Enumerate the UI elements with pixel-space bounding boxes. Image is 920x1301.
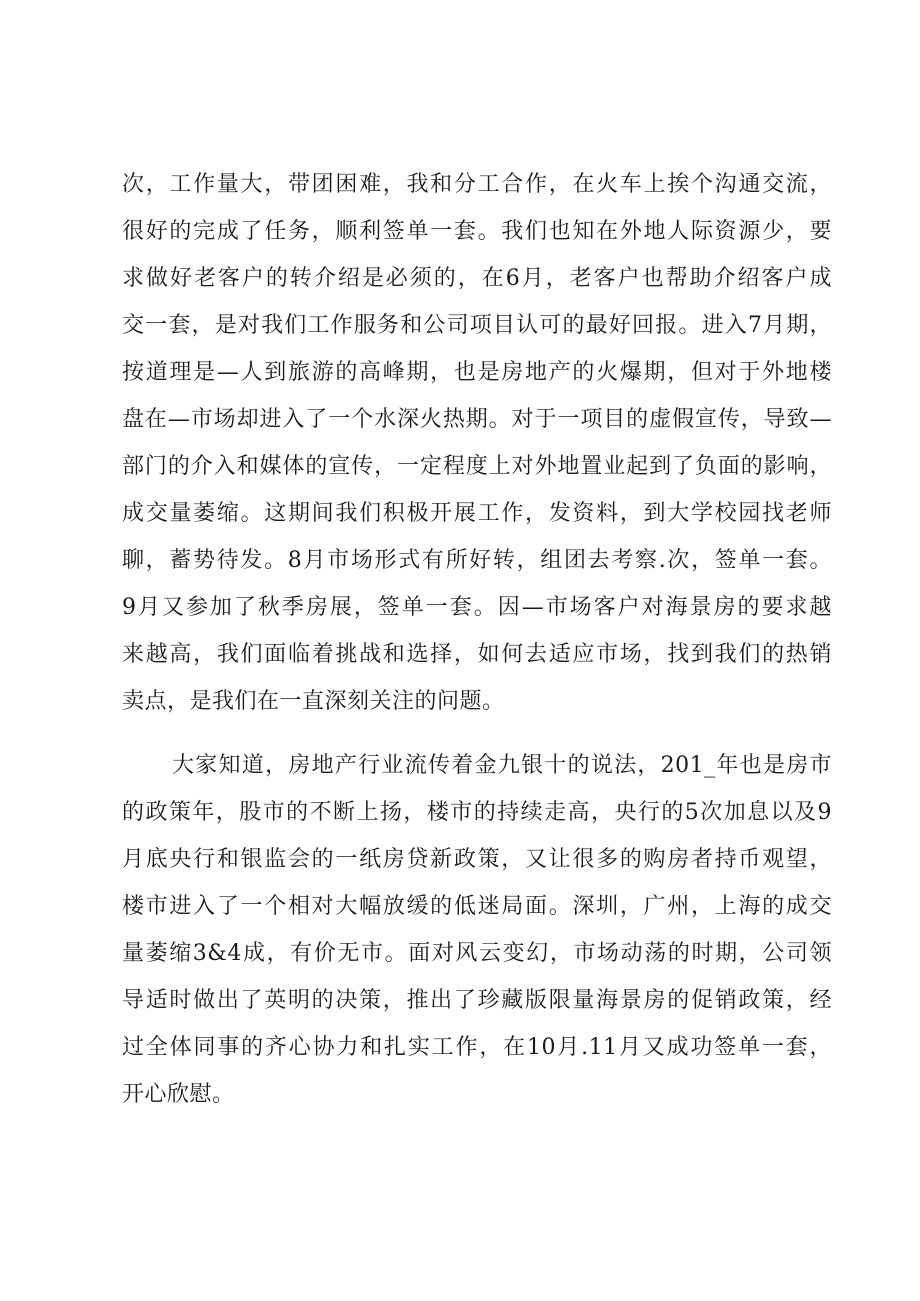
paragraph-1-line-4: 交一套，是对我们工作服务和公司项目认可的最好回报。进入7月期， bbox=[122, 313, 832, 338]
paragraph-2-line-3: 月底央行和银监会的一纸房贷新政策，又让很多的购房者持币观望， bbox=[122, 847, 832, 872]
paragraph-2-line-8: 开心欣慰。 bbox=[122, 1082, 235, 1107]
paragraph-1-line-1: 次，工作量大，带团困难，我和分工合作，在火车上挨个沟通交流， bbox=[122, 172, 832, 197]
paragraph-2-line-7: 过全体同事的齐心协力和扎实工作，在10月.11月又成功签单一套， bbox=[122, 1035, 832, 1060]
paragraph-2-line-4: 楼市进入了一个相对大幅放缓的低迷局面。深圳，广州，上海的成交 bbox=[122, 894, 832, 919]
paragraph-1-line-5: 按道理是—人到旅游的高峰期，也是房地产的火爆期，但对于外地楼 bbox=[122, 360, 832, 385]
paragraph-1-line-11: 来越高，我们面临着挑战和选择，如何去适应市场，找到我们的热销 bbox=[122, 642, 832, 667]
paragraph-2-line-1: 大家知道，房地产行业流传着金九银十的说法，201_年也是房市 bbox=[172, 753, 832, 778]
paragraph-1-line-12: 卖点，是我们在一直深刻关注的问题。 bbox=[122, 689, 505, 714]
paragraph-1-line-7: 部门的介入和媒体的宣传，一定程度上对外地置业起到了负面的影响， bbox=[122, 454, 832, 479]
paragraph-1-line-8: 成交量萎缩。这期间我们积极开展工作，发资料，到大学校园找老师 bbox=[122, 501, 832, 526]
paragraph-1-line-3: 求做好老客户的转介绍是必须的，在6月，老客户也帮助介绍客户成 bbox=[122, 266, 832, 291]
paragraph-1-line-9: 聊，蓄势待发。8月市场形式有所好转，组团去考察.次，签单一套。 bbox=[122, 548, 832, 573]
paragraph-2-line-5: 量萎缩3&4成，有价无市。面对风云变幻，市场动荡的时期，公司领 bbox=[122, 941, 832, 966]
paragraph-1-line-2: 很好的完成了任务，顺利签单一套。我们也知在外地人际资源少，要 bbox=[122, 219, 832, 244]
paragraph-1-line-6: 盘在—市场却进入了一个水深火热期。对于一项目的虚假宣传，导致— bbox=[122, 407, 832, 432]
paragraph-2-line-2: 的政策年，股市的不断上扬，楼市的持续走高，央行的5次加息以及9 bbox=[122, 800, 832, 825]
paragraph-1-line-10: 9月又参加了秋季房展，签单一套。因—市场客户对海景房的要求越 bbox=[122, 595, 832, 620]
paragraph-2-line-6: 导适时做出了英明的决策，推出了珍藏版限量海景房的促销政策，经 bbox=[122, 988, 832, 1013]
